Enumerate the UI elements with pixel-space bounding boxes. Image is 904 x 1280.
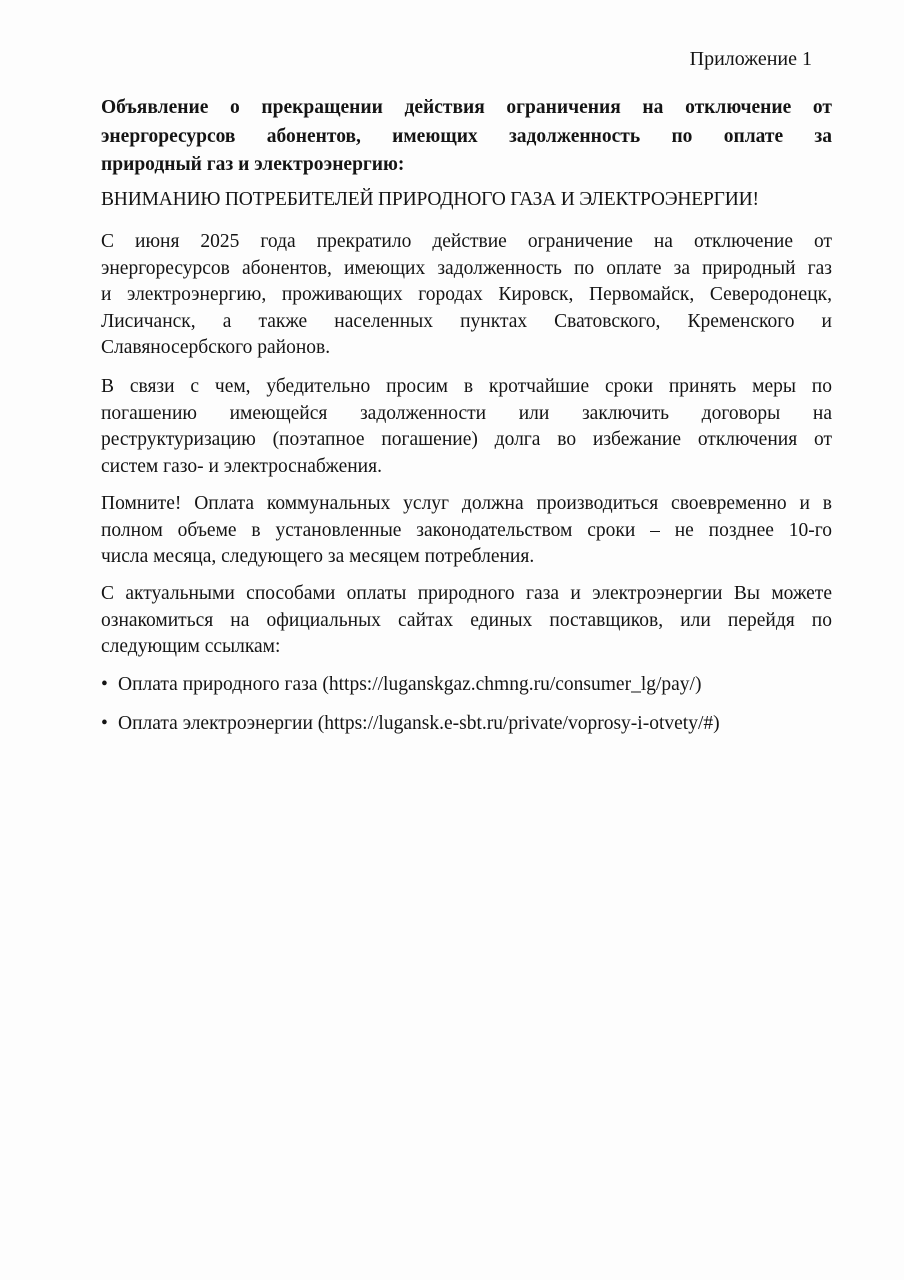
paragraph-payment-methods — [101, 581, 832, 661]
paragraph-line: Помните! Оплата коммунальных услуг должна производиться своевременно и в — [101, 493, 832, 514]
list-item-gas-payment[interactable] — [101, 672, 832, 698]
appendix-label: Приложение 1 — [689, 48, 812, 70]
paragraph-line: следующим ссылкам: — [101, 636, 281, 657]
paragraph-line: С июня 2025 года прекратило действие ограничение на отключение от — [101, 231, 832, 252]
paragraph-line: ознакомиться на официальных сайтах единых поставщиков, или перейдя по — [101, 609, 832, 631]
attention-line: ВНИМАНИЮ ПОТРЕБИТЕЛЕЙ ПРИРОДНОГО ГАЗА И ЭЛЕКТРОЭНЕРГИИ! — [101, 189, 759, 210]
paragraph-line: В связи с чем, убедительно просим в кротчайшие сроки принять меры по — [101, 376, 832, 397]
paragraph-line: числа месяца, следующего за месяцем потребления. — [101, 546, 535, 567]
gas-payment-link[interactable]: Оплата природного газа (https://luganskgaz.chmng.ru/consumer_lg/pay/) — [118, 674, 702, 695]
paragraph-line: погашению имеющейся задолженности или заключить договоры на — [101, 402, 832, 424]
paragraph-line: и электроэнергию, проживающих городах Кировск, Первомайск, Северодонецк, — [101, 284, 832, 305]
paragraph-line: энергоресурсов абонентов, имеющих задолженность по оплате за природный газ — [101, 257, 832, 279]
electricity-payment-link[interactable]: Оплата электроэнергии (https://lugansk.e-sbt.ru/private/voprosy-i-otvety/#) — [118, 713, 720, 734]
paragraph-line: С актуальными способами оплаты природного газа и электроэнергии Вы можете — [101, 583, 832, 604]
paragraph-line: Лисичанск, а также населенных пунктах Сватовского, Кременского и — [101, 310, 832, 332]
paragraph-line: систем газо- и электроснабжения. — [101, 455, 382, 477]
bullet-icon: • — [101, 674, 108, 695]
paragraph-line: реструктуризацию (поэтапное погашение) долга во избежание отключения от — [101, 429, 832, 450]
paragraph-line: полном объеме в установленные законодательством сроки – не позднее 10-го — [101, 519, 832, 541]
heading-line: Объявление о прекращении действия ограничения на отключение от — [101, 97, 832, 118]
paragraph-line: Славяносербского районов. — [101, 337, 331, 358]
list-item-electricity-payment[interactable] — [101, 711, 832, 737]
payment-links-list — [101, 672, 832, 750]
paragraph-reminder — [101, 491, 832, 571]
heading-line: энергоресурсов абонентов, имеющих задолженность по оплате за — [101, 125, 832, 147]
paragraph-request — [101, 374, 832, 480]
paragraph-shutdown-notice — [101, 229, 832, 362]
heading-line: природный газ и электроэнергию: — [101, 154, 405, 175]
announcement-heading — [101, 94, 832, 180]
bullet-icon: • — [101, 713, 108, 734]
